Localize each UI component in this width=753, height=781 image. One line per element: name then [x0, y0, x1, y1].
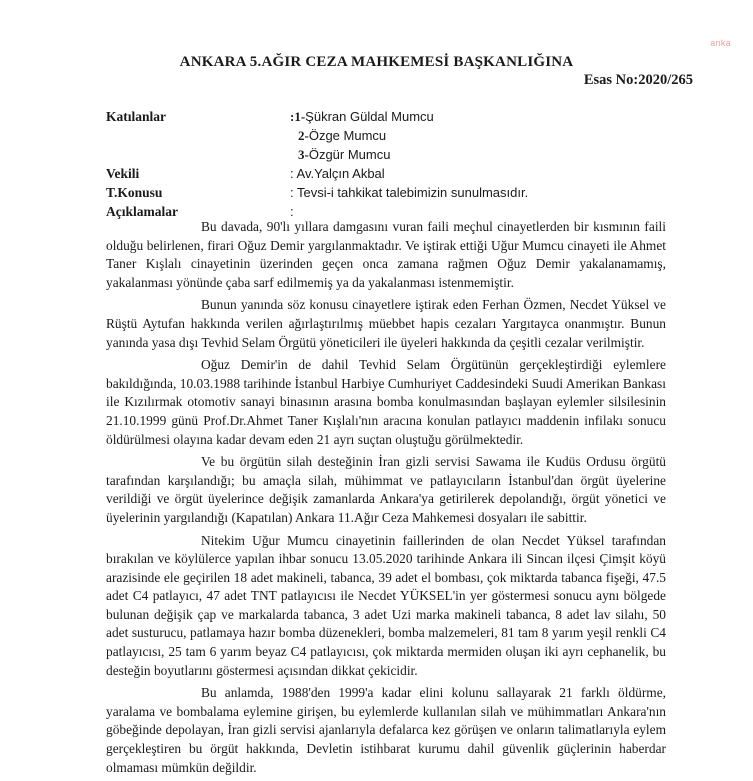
- case-number: Esas No:2020/265: [583, 72, 693, 88]
- document-title: ANKARA 5.AĞIR CEZA MAHKEMESİ BAŞKANLIĞINA: [179, 54, 574, 70]
- attorney-label: Vekili: [106, 166, 140, 181]
- participant-3-name: Özgür Mumcu: [308, 147, 391, 162]
- participant-2-name: Özge Mumcu: [308, 128, 387, 143]
- participant-1-name: Şükran Güldal Mumcu: [305, 109, 434, 124]
- paragraph-4: Ve bu örgütün silah desteğinin İran gizli servisi Sawama ile Kudüs Ordusu örgütü tarafından karşılandığı; bu amaçla silah, mühimmat ve patlayıcıların İstanbul'dan örgüt üyelerine verildiği ve örgüt üyelerince değişik zamanlarda Ankara'ya getirilerek depolandığı, örgüt yönetici ve üyelerinin yargılandığı (Kapatılan) Ankara 11.Ağır Ceza Mahkemesi dosyaları ile sabittir.: [106, 454, 666, 525]
- subject-label: T.Konusu: [106, 185, 163, 200]
- paragraph-3: Oğuz Demir'in de dahil Tevhid Selam Örgütünün gerçekleştirdiği eylemlere bakıldığında, 10.03.1988 tarihinde İstanbul Harbiye Cumhuriyet Caddesindeki Suudi Amerikan Bankası ile Kızılırmak otomotiv sanayi binasının arasına bomba konulmasından başlayan eylemler silsilesinin 21.10.1999 günü Prof.Dr.Ahmet Taner Kışlalı'nın aracına konulan patlayıcı maddenin infilakı sonucu öldürülmesi olayına kadar devam eden 21 ayrı suçtan oluştuğu görülmektedir.: [106, 357, 666, 447]
- explanations-value: :: [290, 204, 294, 219]
- participant-3-number: 3-: [298, 147, 309, 162]
- watermark-text: anka: [710, 38, 731, 48]
- paragraph-2: Bunun yanında söz konusu cinayetlere iştirak eden Ferhan Özmen, Necdet Yüksel ve Rüştü Aytufan hakkında verilen ağırlaştırılmış müebbet hapis cezaları Yargıtayca onanmıştır. Bunun yanında yasa dışı Tevhid Selam Örgütü yöneticileri ile üyeleri hakkında da çeşitli cezalar verilmiştir.: [106, 297, 666, 350]
- body-text: [106, 218, 666, 781]
- paragraph-5: Nitekim Uğur Mumcu cinayetinin faillerinden de olan Necdet Yüksel tarafından bırakılan ve köylülerce yapılan ihbar sonucu 13.05.2020 tarihinde Ankara ili Sincan ilçesi Çimşit köyü arazisinde ele geçirilen 18 adet makineli, tabanca, 39 adet el bombası, çok miktarda tabanca fişeği, 47.5 adet C4 patlayıcı, 47 adet TNT patlayıcısı ile Necdet YÜKSEL'in yer göstermesi sonucu aynı bölgede bulunan değişik çap ve markalarda tabanca, 3 adet Uzi marka makineli tabanca, 8 adet lav silahı, 50 adet susturucu, patlamaya hazır bomba düzenekleri, bomba malzemeleri, 81 tam 8 yarım yeşil renkli C4 patlayıcısı, 25 tam 6 yarım beyaz C4 patlayıcısı, çok miktarda mermiden oluşan iki ayrı cephanelik, bu desteğin boyutlarını göstermesi açısından dikkat çekicidir.: [106, 532, 666, 678]
- explanations-label: Açıklamalar: [106, 204, 178, 219]
- participant-3: [298, 147, 390, 163]
- participants-label: Katılanlar: [106, 109, 166, 124]
- participant-2-number: 2-: [298, 128, 309, 143]
- paragraph-1: Bu davada, 90'lı yıllara damgasını vuran faili meçhul cinayetlerden bir kısmının faili olduğu belirlenen, firari Oğuz Demir yargılanmaktadır. Ve iştirak ettiği Uğur Mumcu cinayeti ile Ahmet Taner Kışlalı cinayetinin üzerinden geçen onca zamana rağmen Oğuz Demir yakalanamamış, yakalanması yönünde çaba sarf edilmemiş ya da yakalanması istenmemiştir.: [106, 219, 666, 290]
- participant-1-number: :1-: [290, 109, 306, 124]
- participant-2: [298, 128, 386, 144]
- paragraph-6: Bu anlamda, 1988'den 1999'a kadar elini kolunu sallayarak 21 farklı öldürme, yaralama ve bombalama eylemine girişen, bu eylemlerde kullanılan silah ve mühimmatları Ankara'nın göbeğinde depolayan, İran gizli servisi ajanlarıyla defalarca kez görüşen ve onların talimatlarıyla eylem gerçekleştiren bu örgüt hakkında, Devletin istihbarat kurumu dahil güvenlik güçlerinin haberdar olmaması mümkün değildir.: [106, 685, 666, 775]
- attorney-value: : Av.Yalçın Akbal: [290, 166, 385, 181]
- participant-1: [290, 109, 434, 125]
- subject-value: : Tevsi-i tahkikat talebimizin sunulmasıdır.: [290, 185, 529, 200]
